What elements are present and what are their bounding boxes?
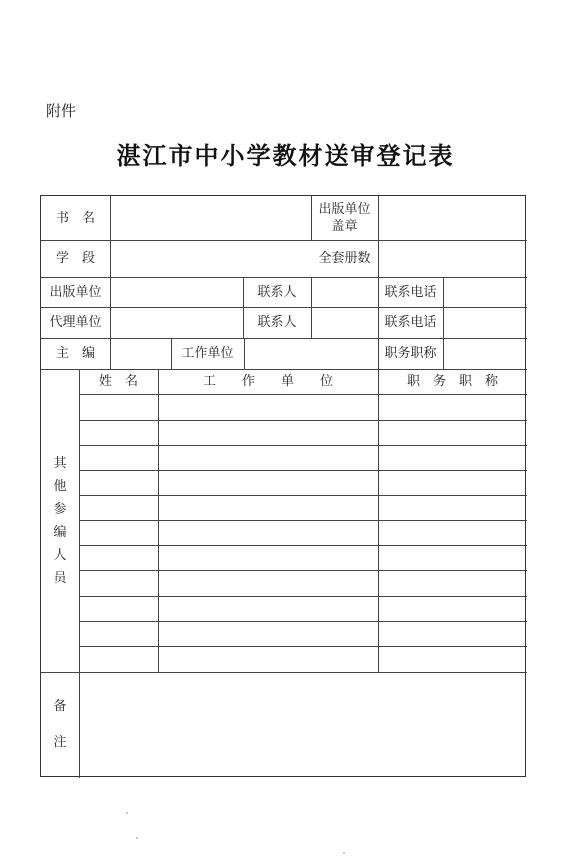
label-total-volumes: 全套册数 (318, 251, 371, 266)
row-divider (79, 520, 527, 521)
registration-form (40, 195, 526, 777)
contact-phone-2-field[interactable] (444, 308, 526, 337)
row-divider (79, 646, 527, 647)
label-book-name: 书 名 (55, 210, 95, 226)
label-contact-person-2: 联系人 (257, 315, 297, 330)
publisher-field[interactable] (111, 278, 242, 306)
contact-phone-field[interactable] (444, 278, 526, 306)
header-position-title: 职 务 职 称 (406, 374, 498, 389)
school-stage-field[interactable] (111, 241, 310, 276)
remarks-field[interactable] (80, 673, 526, 777)
label-other-editors: 其他参编人员 (53, 455, 67, 586)
agent-field[interactable] (111, 308, 242, 337)
row-divider (79, 545, 527, 546)
page-title: 湛江市中小学教材送审登记表 (116, 141, 455, 170)
book-name-field[interactable] (111, 197, 310, 239)
row-divider (79, 394, 527, 395)
label-publisher: 出版单位 (49, 284, 102, 300)
col-divider (378, 369, 379, 672)
row-divider (79, 570, 527, 571)
label-chief-editor: 主 编 (55, 346, 95, 361)
label-work-unit: 工作单位 (181, 346, 234, 361)
label-school-stage: 学 段 (55, 251, 95, 266)
row-divider (79, 420, 527, 421)
col-divider (158, 369, 159, 672)
row-divider (79, 495, 527, 496)
scan-speck (136, 837, 138, 839)
total-volumes-field[interactable] (379, 241, 526, 276)
chief-editor-field[interactable] (111, 339, 170, 368)
label-remarks: 备注 (53, 699, 67, 750)
label-contact-phone: 联系电话 (384, 284, 437, 300)
attachment-label: 附件 (46, 102, 77, 120)
label-contact-phone-2: 联系电话 (384, 315, 437, 330)
row-divider (79, 621, 527, 622)
label-position-title: 职务职称 (384, 346, 437, 361)
label-publisher-seal: 出版单位 盖章 (318, 202, 371, 234)
row-divider (79, 445, 527, 446)
header-name: 姓 名 (98, 374, 138, 389)
contact-person-field[interactable] (312, 278, 377, 306)
row-divider (79, 596, 527, 597)
chief-editor-position-field[interactable] (444, 339, 526, 368)
scan-speck (126, 812, 128, 814)
row-divider (79, 470, 527, 471)
scan-speck (343, 852, 345, 854)
contact-person-2-field[interactable] (312, 308, 377, 337)
header-work-unit: 工 作 单 位 (202, 374, 333, 389)
publisher-seal-field[interactable] (379, 197, 526, 239)
label-agent: 代理单位 (49, 315, 102, 330)
chief-editor-unit-field[interactable] (245, 339, 377, 368)
label-contact-person: 联系人 (257, 284, 297, 300)
